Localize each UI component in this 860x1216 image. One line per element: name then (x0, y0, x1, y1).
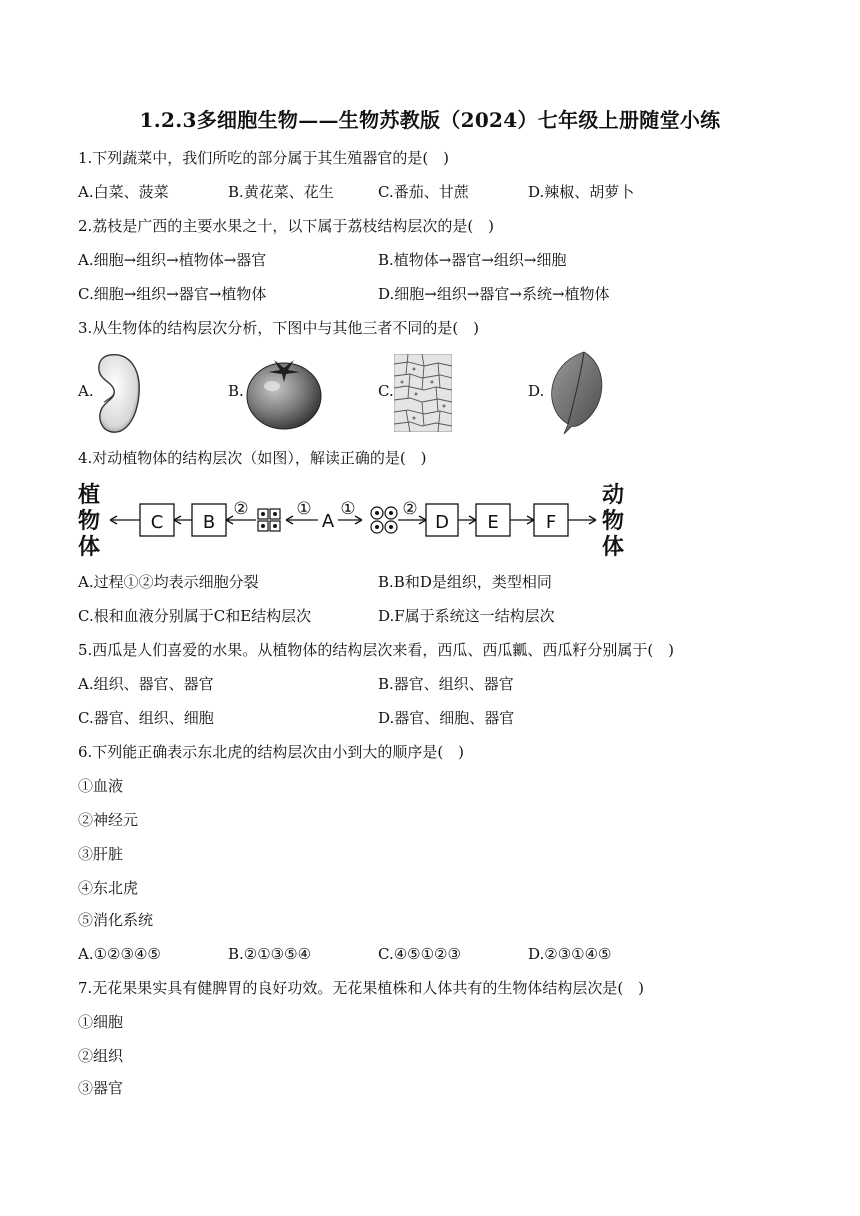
question-1-option-d[interactable]: D.辣椒、胡萝卜 (528, 183, 635, 201)
animal-body-label: 体 (602, 535, 625, 560)
animal-cells-icon (371, 507, 397, 533)
question-1-option-c[interactable]: C.番茄、甘蔗 (378, 183, 469, 201)
question-5-option-a[interactable]: A.组织、器官、器官 (78, 675, 214, 693)
question-6-option-b[interactable]: B.②①③⑤④ (228, 945, 312, 963)
page-title: 1.2.3多细胞生物——生物苏教版（2024）七年级上册随堂小练 (139, 108, 721, 132)
question-4-option-b[interactable]: B.B和D是组织，类型相同 (378, 573, 552, 591)
box-a-label: A (321, 511, 335, 532)
plant-cells-icon (258, 509, 280, 531)
question-7-item: ②组织 (78, 1047, 124, 1065)
animal-body-label: 物 (602, 509, 625, 534)
question-1-stem: 1.下列蔬菜中，我们所吃的部分属于其生殖器官的是( ) (78, 149, 450, 167)
question-4-option-a[interactable]: A.过程①②均表示细胞分裂 (78, 573, 259, 591)
box-d-label: D (435, 512, 449, 533)
question-7-item: ①细胞 (78, 1013, 124, 1031)
onion-epidermis-tissue-icon (394, 354, 452, 432)
question-3-stem: 3.从生物体的结构层次分析，下图中与其他三者不同的是( ) (78, 319, 480, 337)
question-2-option-b[interactable]: B.植物体→器官→组织→细胞 (378, 251, 567, 269)
question-6-option-c[interactable]: C.④⑤①②③ (378, 945, 461, 963)
question-6-item: ①血液 (78, 777, 124, 795)
question-1-option-b[interactable]: B.黄花菜、花生 (228, 183, 334, 201)
tomato-icon (244, 354, 324, 432)
question-6-item: ②神经元 (78, 811, 139, 829)
box-c-label: C (150, 512, 164, 533)
box-e-label: E (487, 512, 499, 533)
question-4-option-d[interactable]: D.F属于系统这一结构层次 (378, 607, 555, 625)
structure-hierarchy-diagram (78, 480, 638, 562)
process-1-marker: ① (340, 499, 356, 519)
question-6-item: ③肝脏 (78, 845, 124, 863)
option-label: D. (528, 382, 545, 400)
process-1-marker: ① (296, 499, 312, 519)
bean-seed-icon (96, 352, 142, 436)
question-6-option-a[interactable]: A.①②③④⑤ (78, 945, 161, 963)
question-2-option-c[interactable]: C.细胞→组织→器官→植物体 (78, 285, 267, 303)
animal-body-label: 动 (602, 483, 625, 508)
plant-body-label: 物 (78, 509, 101, 534)
question-6-option-d[interactable]: D.②③①④⑤ (528, 945, 612, 963)
question-4-option-c[interactable]: C.根和血液分别属于C和E结构层次 (78, 607, 312, 625)
option-label: B. (228, 382, 244, 400)
option-label: C. (378, 382, 394, 400)
box-f-label: F (545, 512, 557, 533)
box-b-label: B (202, 512, 216, 533)
leaf-icon (546, 350, 606, 436)
question-2-option-a[interactable]: A.细胞→组织→植物体→器官 (78, 251, 267, 269)
question-6-item: ④东北虎 (78, 879, 139, 897)
question-2-stem: 2.荔枝是广西的主要水果之十，以下属于荔枝结构层次的是( ) (78, 217, 495, 235)
question-5-stem: 5.西瓜是人们喜爱的水果。从植物体的结构层次来看，西瓜、西瓜瓤、西瓜籽分别属于( ) (78, 641, 675, 659)
question-7-stem: 7.无花果果实具有健脾胃的良好功效。无花果植株和人体共有的生物体结构层次是( ) (78, 979, 645, 997)
question-5-option-d[interactable]: D.器官、细胞、器官 (378, 709, 515, 727)
question-6-item: ⑤消化系统 (78, 911, 154, 929)
question-6-stem: 6.下列能正确表示东北虎的结构层次由小到大的顺序是( ) (78, 743, 465, 761)
question-1-option-a[interactable]: A.白菜、菠菜 (78, 183, 169, 201)
process-2-marker: ② (233, 499, 249, 519)
question-4-stem: 4.对动植物体的结构层次（如图），解读正确的是( ) (78, 449, 427, 467)
option-label: A. (78, 382, 94, 400)
process-2-marker: ② (402, 499, 418, 519)
question-5-option-c[interactable]: C.器官、组织、细胞 (78, 709, 214, 727)
question-5-option-b[interactable]: B.器官、组织、器官 (378, 675, 514, 693)
plant-body-label: 体 (78, 535, 101, 560)
question-7-item: ③器官 (78, 1079, 124, 1097)
plant-body-label: 植 (78, 483, 101, 508)
question-2-option-d[interactable]: D.细胞→组织→器官→系统→植物体 (378, 285, 610, 303)
